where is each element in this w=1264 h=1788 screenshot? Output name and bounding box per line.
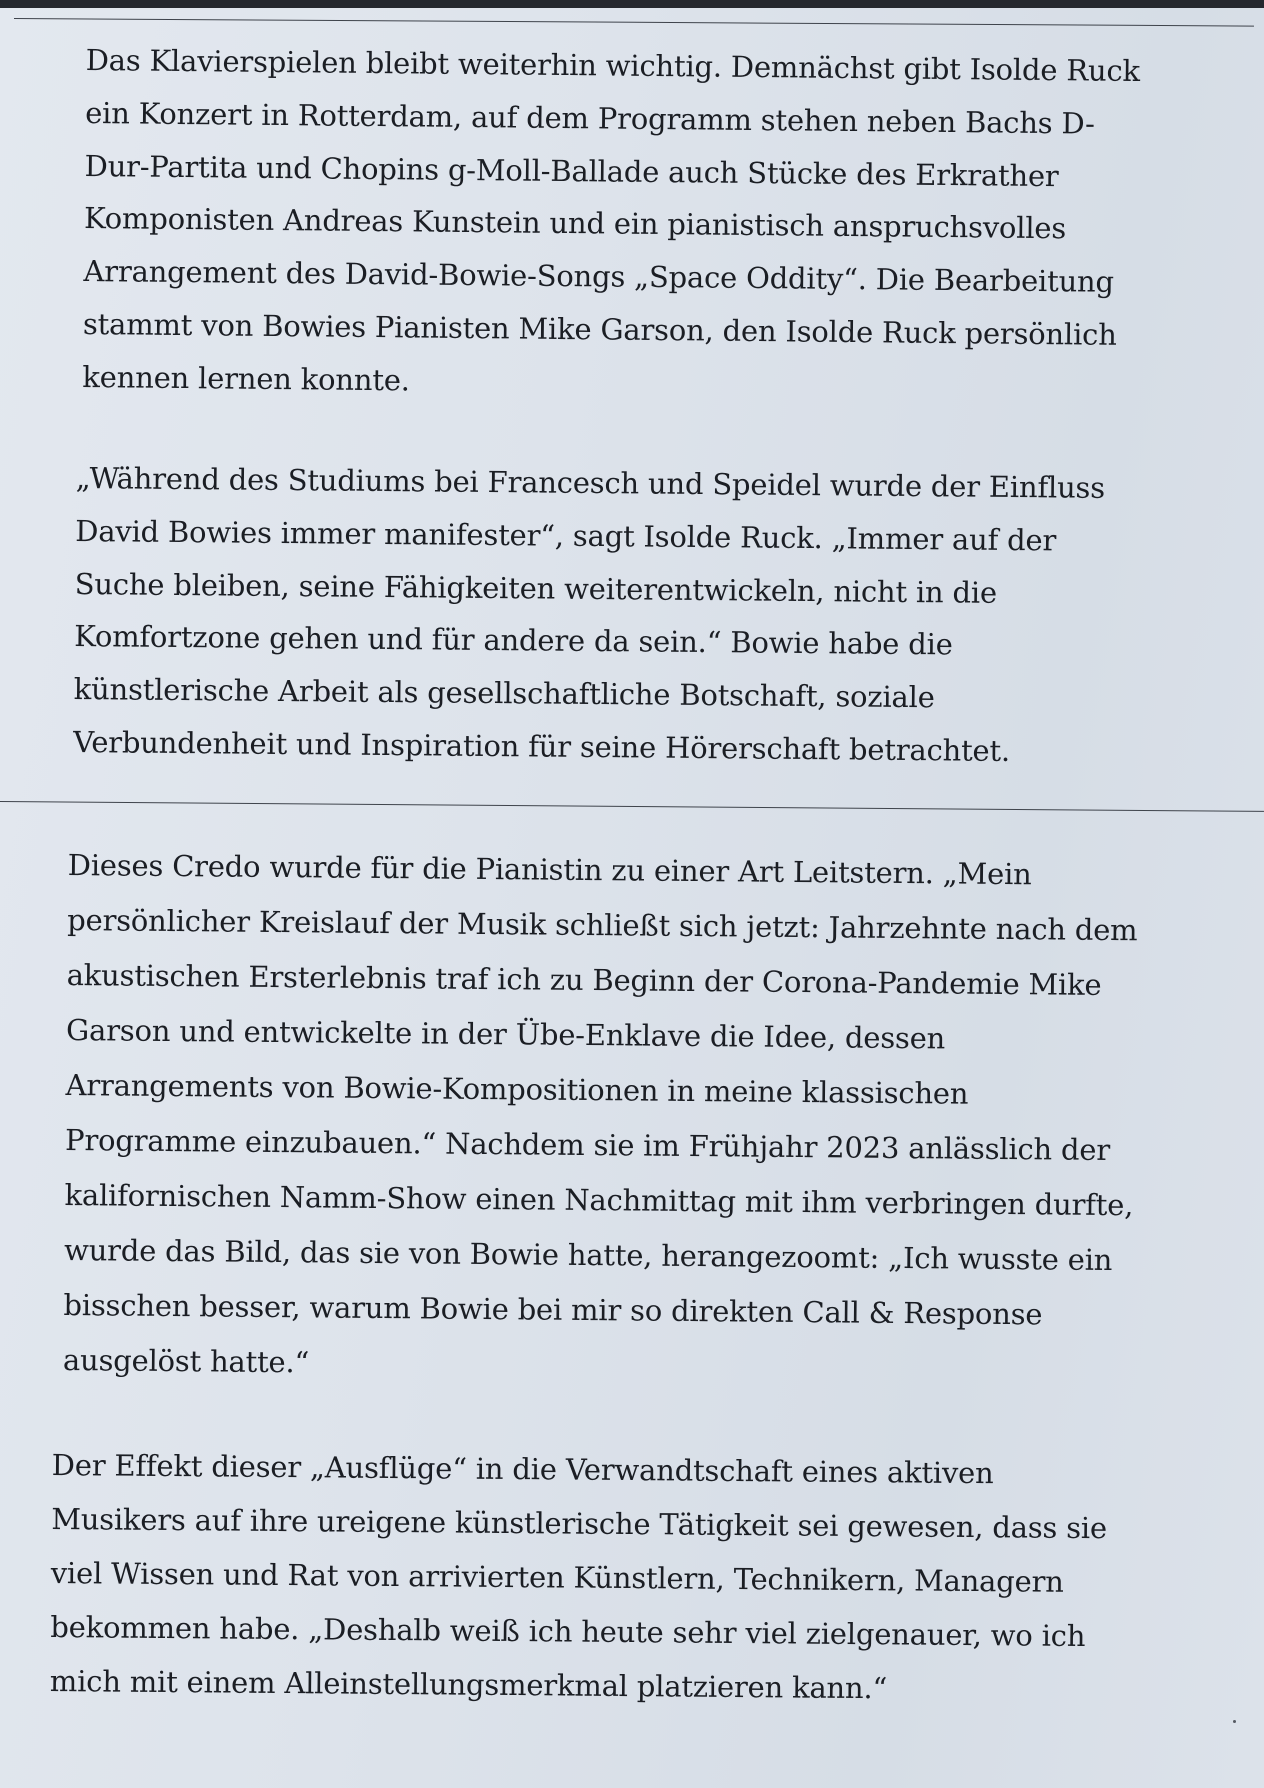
text-line: bekommen habe. „Deshalb weiß ich heute sehr viel zielgenauer, wo ich [50,1609,1086,1654]
text-line: „Während des Studiums bei Francesch und Speidel wurde der Einfluss [75,460,1106,505]
text-line: stammt von Bowies Pianisten Mike Garson, den Isolde Ruck persönlich [82,306,1117,352]
section-divider-line [0,801,1264,812]
text-line: Garson und entwickelte in der Übe-Enklave die Idee, dessen [65,1012,946,1056]
text-line: viel Wissen und Rat von arrivierten Künstlern, Technikern, Managern [50,1555,1064,1599]
text-line: ein Konzert in Rotterdam, auf dem Programm stehen neben Bachs D- [84,95,1095,141]
text-line: ausgelöst hatte.“ [62,1342,310,1380]
top-divider-line [14,18,1254,27]
page-top-shadow [0,0,1264,8]
text-line: Das Klavierspielen bleibt weiterhin wichtig. Demnächst gibt Isolde Ruck [85,42,1141,89]
text-line: Suche bleiben, seine Fähigkeiten weiterentwickeln, nicht in die [74,566,998,610]
text-line: kennen lernen konnte. [82,359,410,398]
text-line: künstlerische Arbeit als gesellschaftliche Botschaft, soziale [73,672,935,715]
text-line: Komfortzone gehen und für andere da sein.“ Bowie habe die [74,619,953,662]
text-line: bisschen besser, warum Bowie bei mir so direkten Call & Response [63,1287,1043,1332]
paragraph-excursions [50,1438,1108,1717]
text-line: Dur-Partita und Chopins g-Moll-Ballade auch Stücke des Erkrather [84,148,1059,193]
text-line: Programme einzubauen.“ Nachdem sie im Frühjahr 2023 anlässlich der [64,1122,1111,1168]
text-line: mich mit einem Alleinstellungsmerkmal platzieren kann.“ [49,1663,888,1706]
paragraph-credo [63,838,1139,1398]
text-line: akustischen Ersterlebnis traf ich zu Beginn der Corona-Pandemie Mike [66,957,1102,1002]
printed-page [0,8,1264,1788]
text-line: Musikers auf ihre ureigene künstlerische Tätigkeit sei gewesen, dass sie [51,1501,1108,1546]
text-line: Komponisten Andreas Kunstein und ein pianistisch anspruchsvolles [83,201,1067,246]
text-line: persönlicher Kreislauf der Musik schließt sich jetzt: Jahrzehnte nach dem [67,902,1138,948]
text-line: David Bowies immer manifester“, sagt Isolde Ruck. „Immer auf der [75,513,1057,558]
text-line: Arrangements von Bowie-Kompositionen in meine klassischen [65,1067,969,1111]
paragraph-piano-concert [82,34,1140,415]
text-line: Der Effekt dieser „Ausflüge“ in die Verwandtschaft eines aktiven [51,1447,994,1491]
text-line: Arrangement des David-Bowie-Songs „Space Oddity“. Die Bearbeitung [83,254,1115,299]
text-line: Dieses Credo wurde für die Pianistin zu einer Art Leitstern. „Mein [67,847,1032,892]
paragraph-bowie-influence [73,452,1105,779]
text-line: wurde das Bild, das sie von Bowie hatte, herangezoomt: „Ich wusste ein [63,1232,1113,1278]
paper-speck [1233,1720,1236,1723]
text-line: kalifornischen Namm-Show einen Nachmittag mit ihm verbringen durfte, [64,1177,1134,1223]
text-line: Verbundenheit und Inspiration für seine Hörerschaft betrachtet. [73,724,1011,768]
